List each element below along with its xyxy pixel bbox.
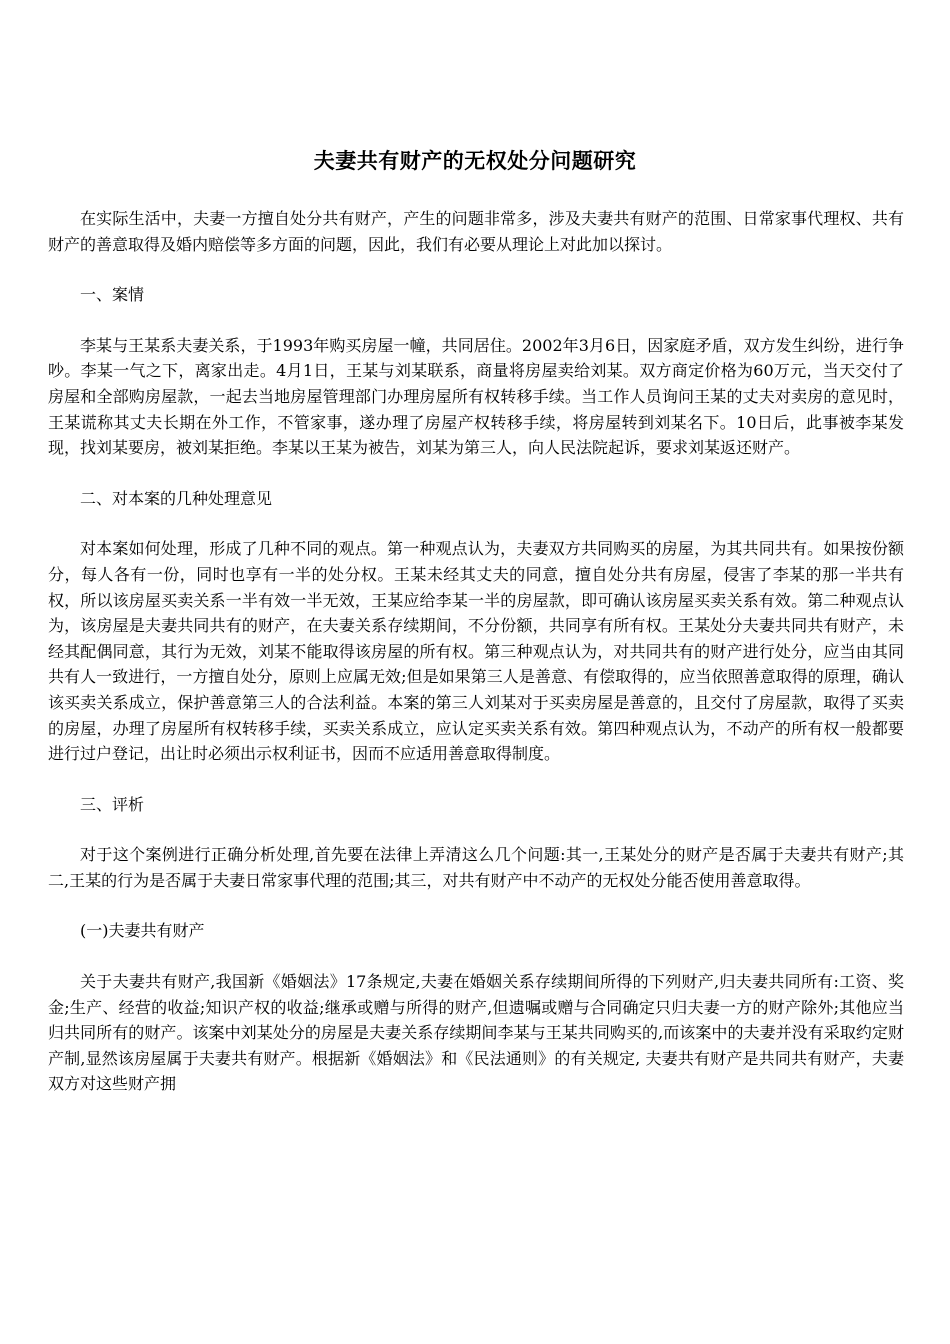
document-title: 夫妻共有财产的无权处分问题研究: [313, 148, 637, 173]
case-paragraph: 李某与王某系夫妻关系，于1993年购买房屋一幢，共同居住。2002年3月6日，因家庭矛盾，双方发生纠纷，进行争吵。李某一气之下，离家出走。4月1日，王某与刘某联系，商量将房屋卖给刘某。双方商定价格为60万元，当天交付了房屋和全部购房屋款，一起去当地房屋管理部门办理房屋所有权转移手续。当工作人员询问王某的丈夫对卖房的意见时，王某谎称其丈夫长期在外工作，不管家事，遂办理了房屋产权转移手续，将房屋转到刘某名下。10日后，此事被李某发现，找刘某要房，被刘某拒绝。李某以王某为被告，刘某为第三人，向人民法院起诉，要求刘某返还财产。: [48, 335, 904, 458]
analysis-paragraph: 对于这个案例进行正确分析处理,首先要在法律上弄清这么几个问题:其一,王某处分的财产是否属于夫妻共有财产;其二,王某的行为是否属于夫妻日常家事代理的范围;其三，对共有财产中不动产的无权处分能否使用善意取得。: [48, 845, 904, 890]
joint-property-paragraph: 关于夫妻共有财产,我国新《婚姻法》17条规定,夫妻在婚姻关系存续期间所得的下列财产,归夫妻共同所有:工资、奖金;生产、经营的收益;知识产权的收益;继承或赠与所得的财产,但遗嘱或赠与合同确定只归夫妻一方的财产除外;其他应当归共同所有的财产。该案中刘某处分的房屋是夫妻关系存续期间李某与王某共同购买的,而该案中的夫妻并没有采取约定财产制,显然该房屋属于夫妻共有财产。根据新《婚姻法》和《民法通则》的有关规定, 夫妻共有财产是共同共有财产，夫妻双方对这些财产拥: [48, 972, 904, 1094]
section-heading-analysis: 三、评析: [80, 794, 145, 814]
intro-paragraph: 在实际生活中，夫妻一方擅自处分共有财产，产生的问题非常多，涉及夫妻共有财产的范围、日常家事代理权、共有财产的善意取得及婚内赔偿等多方面的问题，因此，我们有必要从理论上对此加以探讨。: [48, 209, 904, 254]
section-heading-opinions: 二、对本案的几种处理意见: [80, 488, 273, 508]
document-body: [48, 206, 904, 1122]
subsection-heading-joint-property: (一)夫妻共有财产: [80, 921, 205, 941]
opinions-paragraph: 对本案如何处理，形成了几种不同的观点。第一种观点认为，夫妻双方共同购买的房屋，为其共同共有。如果按份额分，每人各有一份，同时也享有一半的处分权。王某未经其丈夫的同意，擅自处分共有房屋，侵害了李某的那一半共有权，所以该房屋买卖关系一半有效一半无效，王某应给李某一半的房屋款，即可确认该房屋买卖关系有效。第二种观点认为，该房屋是夫妻共同共有的财产，在夫妻关系存续期间，不分份额，共同享有所有权。王某处分夫妻共同共有财产，未经其配偶同意，其行为无效，刘某不能取得该房屋的所有权。第三种观点认为，对共同共有的财产进行处分，应当由其同共有人一致进行，一方擅自处分，原则上应属无效;但是如果第三人是善意、有偿取得的，应当依照善意取得的原理，确认该买卖关系成立，保护善意第三人的合法利益。本案的第三人刘某对于买卖房屋是善意的，且交付了房屋款，取得了买卖的房屋，办理了房屋所有权转移手续，买卖关系成立，应认定买卖关系有效。第四种观点认为，不动产的所有权一般都要进行过户登记，出让时必须出示权利证书，因而不应适用善意取得制度。: [48, 539, 904, 764]
section-heading-case: 一、案情: [80, 285, 145, 305]
